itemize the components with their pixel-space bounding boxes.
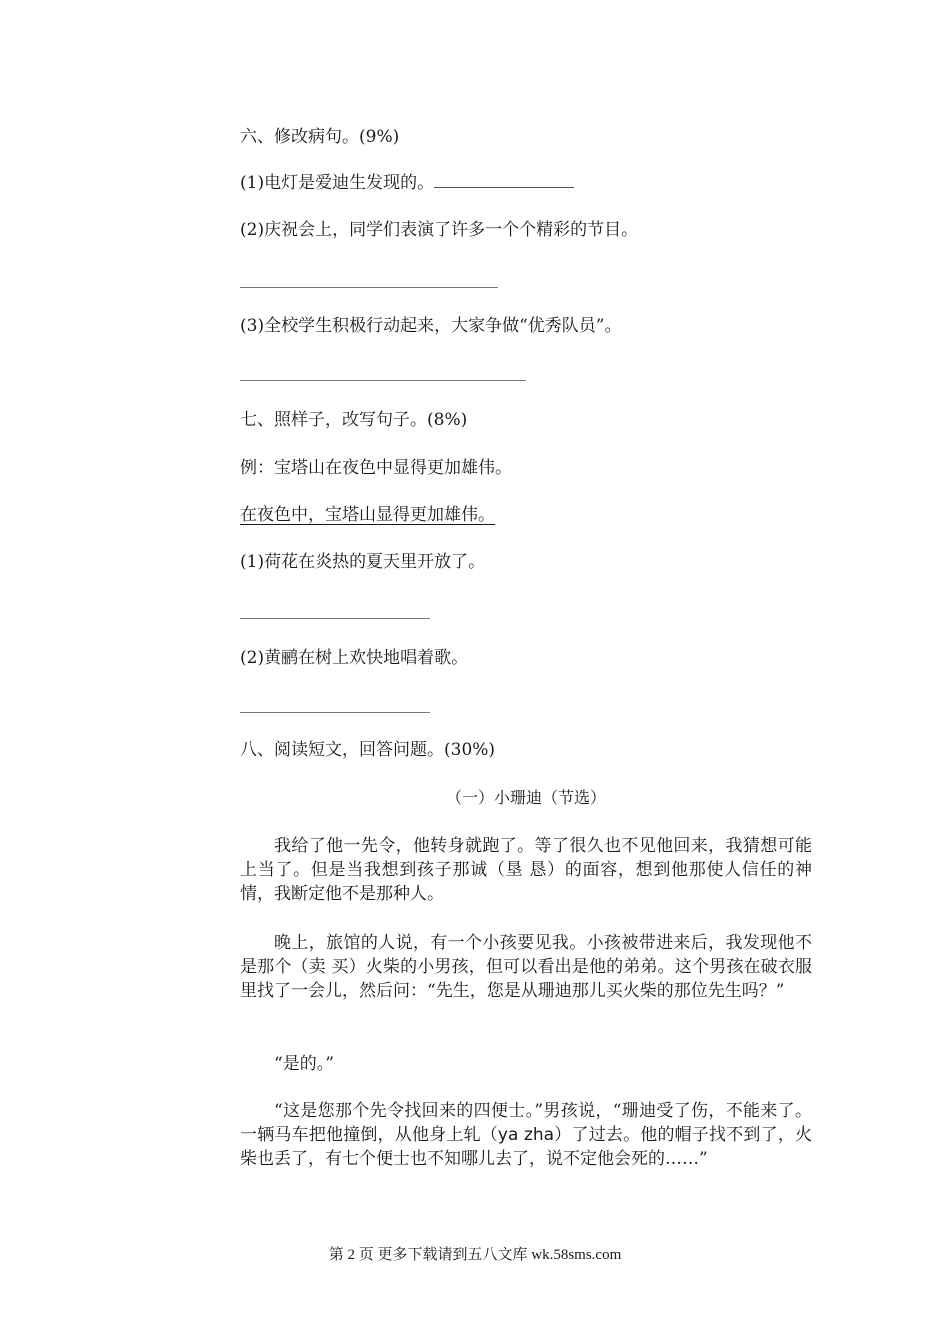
passage-paragraph-4-part-a: “这是您那个先令找回来的四便士。”男孩说，“珊迪受了伤，不能来了。一辆马车把他撞倒，从他身上轧（	[240, 1101, 812, 1145]
answer-line-5[interactable]	[240, 712, 430, 713]
section7-question-2: (2)黄鹂在树上欢快地唱着歌。	[240, 648, 469, 668]
section7-example: 例：宝塔山在夜色中显得更加雄伟。	[240, 458, 512, 478]
passage-paragraph-4	[240, 1099, 812, 1171]
passage-title: （一）小珊迪（节选）	[445, 788, 606, 807]
section8-heading: 八、阅读短文，回答问题。(30%)	[240, 740, 496, 760]
section7-heading: 七、照样子，改写句子。(8%)	[240, 410, 468, 430]
passage-paragraph-1: 我给了他一先令，他转身就跑了。等了很久也不见他回来，我猜想可能上当了。但是当我想到孩子那诚（垦 恳）的面容，想到他那使人信任的神情，我断定他不是那种人。	[240, 836, 812, 904]
passage-paragraph-2: 晚上，旅馆的人说，有一个小孩要见我。小孩被带进来后，我发现他不是那个（卖 买）火柴的小男孩，但可以看出是他的弟弟。这个男孩在破衣服里找了一会儿，然后问：“先生，您是从珊迪那儿买火柴的那位先生吗？”	[240, 933, 812, 1001]
passage-paragraph-4-part-b: ）了过去。他的帽子找不到了，火柴也丢了，有七个便士也不知哪儿去了，说不定他会死的……”	[240, 1125, 813, 1169]
answer-line-3[interactable]	[240, 380, 526, 381]
page-footer: 第 2 页 更多下载请到五八文库 wk.58sms.com	[328, 1247, 622, 1263]
answer-line-2[interactable]	[240, 287, 498, 288]
pinyin-annotation: ya zha	[497, 1125, 555, 1145]
answer-blank-1[interactable]	[434, 173, 574, 188]
section6-question-3: (3)全校学生积极行动起来，大家争做“优秀队员”。	[240, 316, 622, 336]
section6-heading: 六、修改病句。(9%)	[240, 127, 400, 147]
section6-question-2: (2)庆祝会上，同学们表演了许多一个个精彩的节目。	[240, 220, 639, 240]
section6-question-1-text: (1)电灯是爱迪生发现的。	[240, 173, 435, 193]
section7-question-1: (1)荷花在炎热的夏天里开放了。	[240, 552, 486, 572]
answer-line-4[interactable]	[240, 618, 430, 619]
section6-question-1	[240, 172, 574, 194]
passage-paragraph-3: “是的。”	[274, 1054, 334, 1074]
section7-example-answer: 在夜色中，宝塔山显得更加雄伟。	[240, 505, 495, 525]
